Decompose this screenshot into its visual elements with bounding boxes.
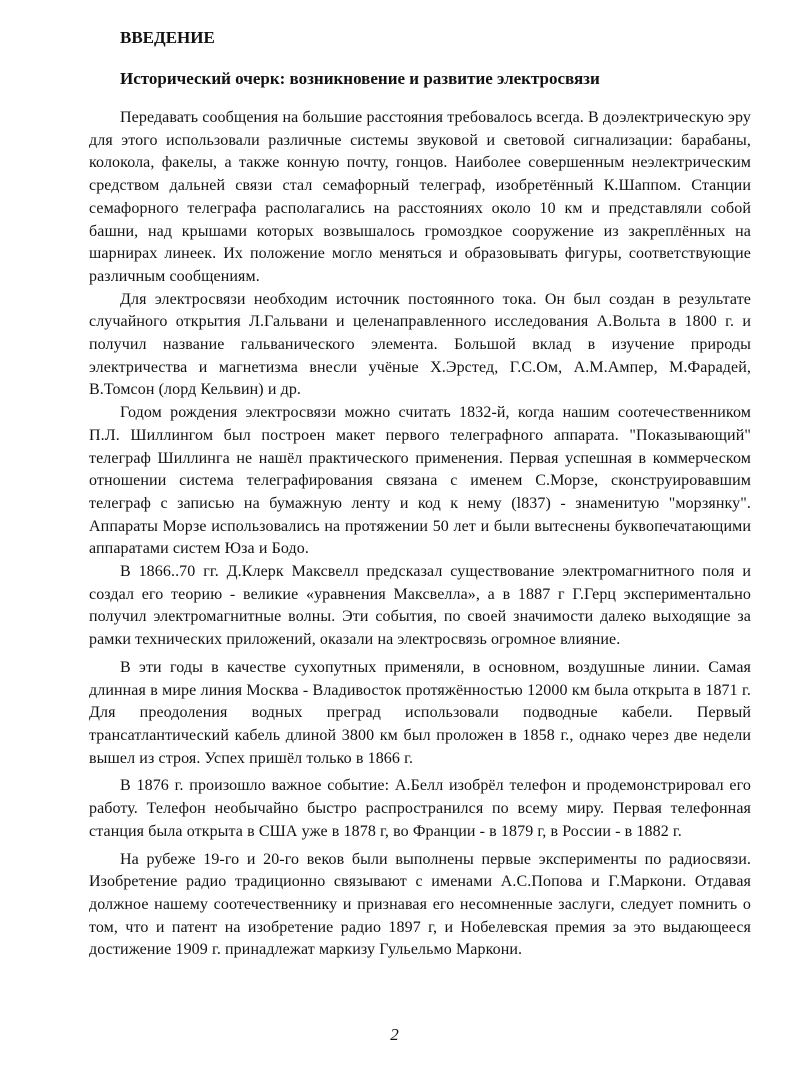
paragraph-5: В эти годы в качестве сухопутных применяли, в основном, воздушные линии. Самая длинная в мире линия Москва - Владивосток протяжённостью 12000 км была открыта в 1871 г. Для преодоления водных преград использовали подводные кабели. Первый трансатлантический кабель длиной 3800 км был проложен в 1858 г., однако через две недели вышел из строя. Успех пришёл только в 1866 г. xyxy=(89,658,751,767)
paragraph-3: Годом рождения электросвязи можно считать 1832-й, когда нашим соотечественником П.Л. Шиллингом был построен макет первого телеграфного аппарата. "Показывающий" телеграф Шиллинга не нашёл практического применения. Первая успешная в коммерческом отношении система телеграфирования связана с именем С.Морзе, сконструировавшим телеграф с записью на бумажную ленту и код к нему (l837) - знаменитую "морзянку". Аппараты Морзе использовались на протяжении 50 лет и были вытеснены буквопечатающими аппаратами систем Юза и Бодо. xyxy=(89,404,751,558)
page-content xyxy=(89,26,751,962)
section-title: Исторический очерк: возникновение и развитие электросвязи xyxy=(120,69,600,88)
paragraph-6: В 1876 г. произошло важное событие: А.Белл изобрёл телефон и продемонстрировал его работу. Телефон необычайно быстро распространился по всему миру. Первая телефонная станция была открыта в США уже в 1878 г, во Франции - в 1879 г, в России - в 1882 г. xyxy=(89,777,751,840)
body-text xyxy=(89,107,751,962)
paragraph-1: Передавать сообщения на большие расстояния требовалось всегда. В доэлектрическую эру для этого использовали различные системы звуковой и световой сигнализации: барабаны, колокола, факелы, а также конную почту, гонцов. Наиболее совершенным неэлектрическим средством дальней связи стал семафорный телеграф, изобретённый К.Шаппом. Станции семафорного телеграфа располагались на расстояниях около 10 км и представляли собой башни, над крышами которых возвышалось громоздкое сооружение из закреплённых на шарнирах линеек. Их положение могло меняться и образовывать фигуры, соответствующие различным сообщениям. xyxy=(89,109,751,285)
page-number: 2 xyxy=(390,1025,399,1044)
paragraph-4: В 1866..70 гг. Д.Клерк Максвелл предсказал существование электромагнитного поля и создал его теорию - великие «уравнения Максвелла», а в 1887 г Г.Герц экспериментально получил электромагнитные волны. Эти события, по своей значимости далеко выходящие за рамки технических приложений, оказали на электросвязь огромное влияние. xyxy=(89,563,751,649)
page-title: ВВЕДЕНИЕ xyxy=(120,28,215,47)
paragraph-2: Для электросвязи необходим источник постоянного тока. Он был создан в результате случайного открытия Л.Гальвани и целенаправленного исследования А.Вольта в 1800 г. и получил название гальванического элемента. Большой вклад в изучение природы электричества и магнетизма внесли учёные Х.Эрстед, Г.С.Ом, А.М.Ампер, М.Фарадей, В.Томсон (лорд Кельвин) и др. xyxy=(89,290,751,399)
paragraph-7: На рубеже 19-го и 20-го веков были выполнены первые эксперименты по радиосвязи. Изобретение радио традиционно связывают с именами А.С.Попова и Г.Маркони. Отдавая должное нашему соотечественнику и признавая его несомненные заслуги, следует помнить о том, что и патент на изобретение радио 1897 г, и Нобелевская премия за это выдающееся достижение 1909 г. принадлежат маркизу Гульельмо Маркони. xyxy=(89,850,751,959)
